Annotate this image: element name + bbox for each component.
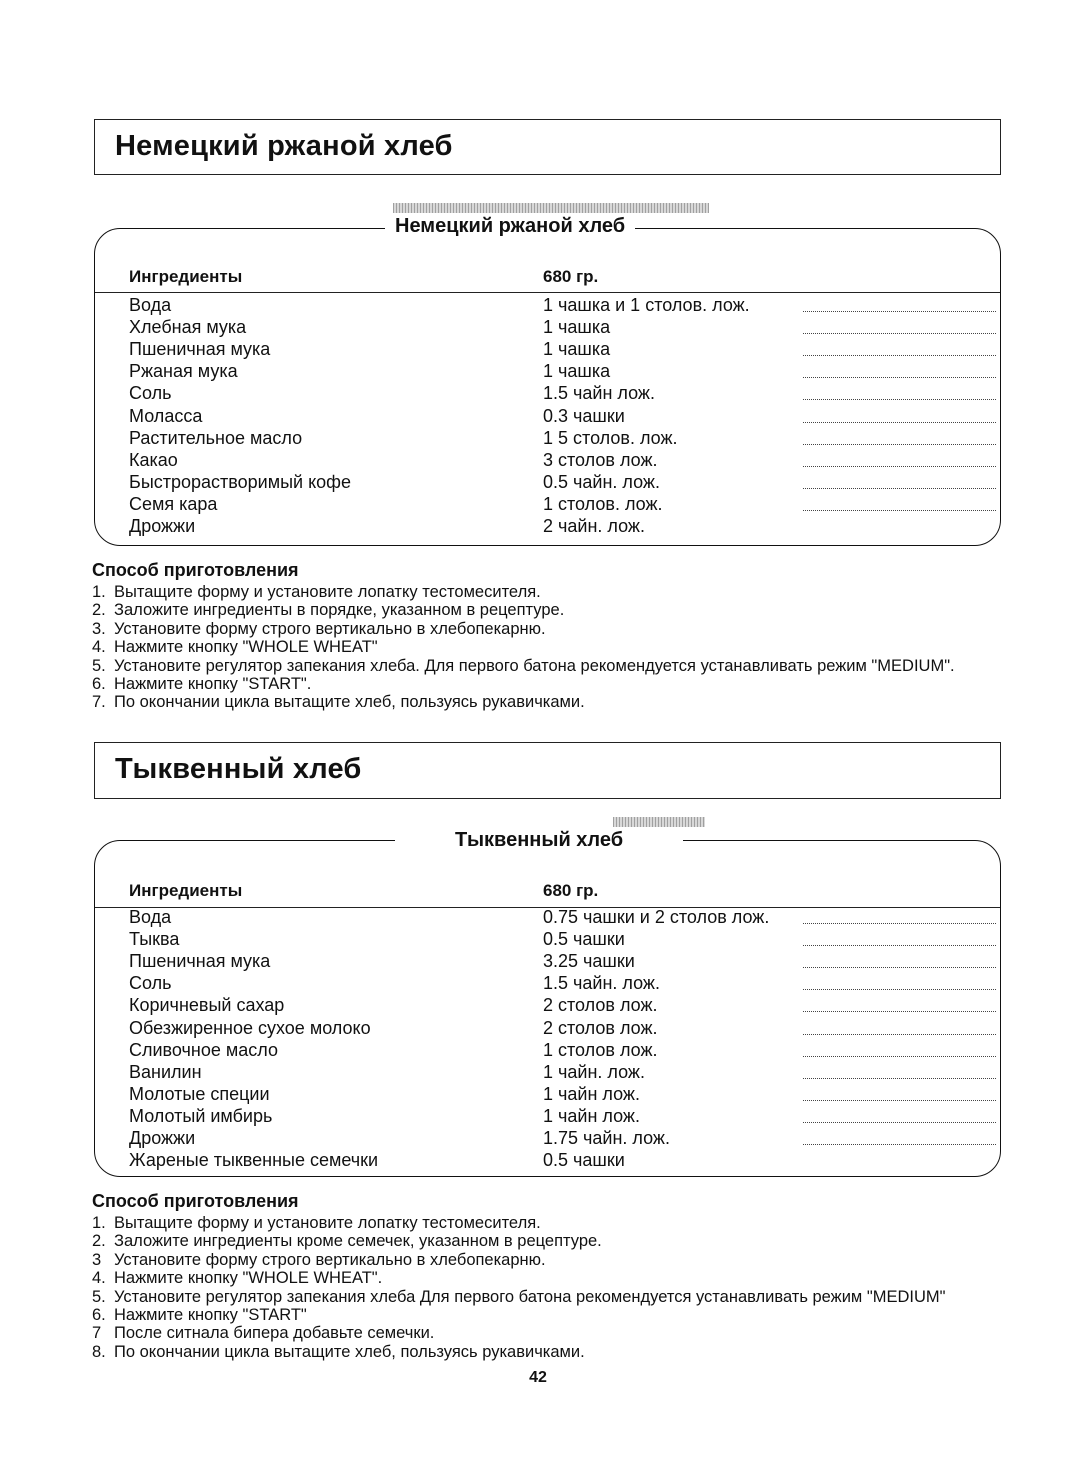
step-text: Установите форму строго вертикально в хлебопекарню. [114, 619, 546, 638]
fill-in-line [803, 311, 996, 312]
ingredient-qty: 1 чайн лож. [543, 1083, 640, 1104]
fill-in-line [803, 967, 996, 968]
ingredient-name: Жареные тыквенные семечки [129, 1150, 379, 1171]
ingredient-name: Дрожжи [129, 516, 196, 536]
step-number: 3. [92, 619, 106, 638]
recipe-1-title-box [94, 119, 1001, 175]
title-shading [613, 817, 705, 827]
recipe-1-frame-title: Немецкий ржаной хлеб [385, 215, 635, 238]
ingredient-qty: 2 столов лож. [543, 995, 658, 1016]
fill-in-line [803, 1122, 996, 1123]
page-number: 42 [529, 1369, 547, 1386]
recipe-1-method [92, 560, 1002, 712]
ingredient-row [95, 361, 1000, 383]
step-text: Установите форму строго вертикально в хлебопекарню. [114, 1250, 546, 1269]
ingredient-name: Пшеничная мука [129, 951, 271, 972]
title-shading [393, 203, 709, 213]
step-number: 3 [92, 1250, 102, 1269]
step-number: 5. [92, 1287, 106, 1306]
ingredient-name: Соль [129, 383, 172, 404]
ingredient-name: Соль [129, 973, 172, 994]
ingredient-row [95, 317, 1000, 339]
step-text: Нажмите кнопку "WHOLE WHEAT". [114, 1269, 383, 1288]
fill-in-line [803, 1034, 996, 1035]
method-step [92, 1288, 1002, 1306]
ingredient-qty: 1.75 чайн. лож. [543, 1128, 670, 1148]
ingredient-name: Сливочное масло [129, 1039, 278, 1060]
ingredient-row [95, 406, 1000, 428]
fill-in-line [803, 1144, 996, 1145]
step-number: 5. [92, 656, 106, 675]
ingredients-header: Ингредиенты [129, 267, 243, 286]
step-text: Вытащите форму и установите лопатку тестомесителя. [114, 583, 541, 601]
fill-in-line [803, 945, 996, 946]
ingredient-row [95, 1040, 1000, 1062]
method-step [92, 1324, 1002, 1342]
ingredient-name: Дрожжи [129, 1128, 196, 1148]
method-step [92, 1269, 1002, 1287]
ingredient-qty: 1 чашка [543, 317, 611, 338]
method-step [92, 638, 1002, 656]
ingredient-row [95, 1018, 1000, 1040]
fill-in-line [803, 923, 996, 924]
fill-in-line [803, 444, 996, 445]
ingredient-name: Тыква [129, 929, 180, 950]
ingredient-qty: 0.75 чашки и 2 столов лож. [543, 907, 770, 927]
ingredient-qty: 1 чайн. лож. [543, 1061, 645, 1082]
method-step [92, 675, 1002, 693]
method-step [92, 620, 1002, 638]
ingredient-row [95, 995, 1000, 1017]
ingredient-name: Хлебная мука [129, 317, 247, 338]
fill-in-line [803, 1078, 996, 1079]
ingredient-qty: 1 чайн лож. [543, 1105, 640, 1126]
size-header: 680 гр. [543, 267, 599, 286]
ingredient-row [95, 973, 1000, 995]
ingredient-qty: 1 чашка [543, 339, 611, 360]
step-text: Вытащите форму и установите лопатку тестомесителя. [114, 1214, 541, 1232]
method-title: Способ приготовления [92, 1191, 299, 1211]
ingredient-row [95, 472, 1000, 494]
recipe-2-ingredients-frame [94, 829, 1001, 1177]
fill-in-line [803, 399, 996, 400]
header-rule [95, 292, 1000, 293]
fill-in-line [803, 466, 996, 467]
ingredient-qty: 1 5 столов. лож. [543, 427, 678, 448]
ingredient-qty: 2 столов лож. [543, 1017, 658, 1038]
ingredient-row [95, 383, 1000, 405]
step-number: 8. [92, 1342, 106, 1361]
ingredient-row [95, 1128, 1000, 1150]
fill-in-line [803, 989, 996, 990]
step-number: 2. [92, 601, 106, 620]
ingredient-qty: 1 столов лож. [543, 1039, 658, 1060]
ingredient-name: Растительное масло [129, 427, 303, 448]
ingredient-name: Быстрорастворимый кофе [129, 471, 351, 492]
fill-in-line [803, 1100, 996, 1101]
step-text: По окончании цикла вытащите хлеб, пользуясь рукавичками. [114, 1342, 585, 1361]
method-steps [92, 1214, 1002, 1361]
ingredient-name: Семя кара [129, 493, 218, 514]
step-text: Заложите ингредиенты кроме семечек, указанном в рецептуре. [114, 1232, 602, 1251]
ingredient-name: Вода [129, 295, 172, 315]
fill-in-line [803, 333, 996, 334]
ingredient-name: Молотый имбирь [129, 1105, 273, 1126]
ingredient-qty: 1.5 чайн. лож. [543, 973, 660, 994]
ingredient-qty: 0.3 чашки [543, 405, 625, 426]
ingredient-name: Ржаная мука [129, 361, 238, 382]
method-step [92, 601, 1002, 619]
step-number: 1. [92, 583, 106, 601]
step-number: 6. [92, 675, 106, 694]
method-step [92, 657, 1002, 675]
step-text: По окончании цикла вытащите хлеб, пользуясь рукавичками. [114, 693, 585, 712]
ingredient-qty: 1 чашка и 1 столов. лож. [543, 295, 750, 315]
ingredient-row [95, 951, 1000, 973]
recipe-1-page-title: Немецкий ржаной хлеб [115, 130, 453, 162]
fill-in-line [803, 1011, 996, 1012]
ingredient-row [95, 1062, 1000, 1084]
step-text: Установите регулятор запекания хлеба. Для первого батона рекомендуется устанавливать режим "MEDIUM". [114, 656, 955, 675]
ingredient-qty: 0.5 чайн. лож. [543, 471, 660, 492]
method-step [92, 583, 1002, 601]
step-text: Нажмите кнопку "WHOLE WHEAT" [114, 638, 378, 657]
ingredient-row [95, 1150, 1000, 1172]
ingredient-name: Молотые специи [129, 1083, 270, 1104]
step-number: 4. [92, 1269, 106, 1288]
method-step [92, 1306, 1002, 1324]
ingredient-qty: 1 столов. лож. [543, 493, 663, 514]
ingredient-qty: 0.5 чашки [543, 929, 625, 950]
ingredient-name: Коричневый сахар [129, 995, 285, 1016]
ingredient-name: Ванилин [129, 1061, 202, 1082]
ingredient-row [95, 428, 1000, 450]
method-step [92, 1343, 1002, 1361]
ingredient-row [95, 1106, 1000, 1128]
ingredient-qty: 2 чайн. лож. [543, 516, 645, 536]
ingredient-qty: 1 чашка [543, 361, 611, 382]
ingredient-qty: 0.5 чашки [543, 1150, 625, 1171]
ingredient-qty: 1.5 чайн лож. [543, 383, 655, 404]
step-number: 7. [92, 693, 106, 712]
recipe-1-ingredients-frame [94, 215, 1001, 546]
recipe-2-page-title: Тыквенный хлеб [115, 753, 362, 785]
step-number: 2. [92, 1232, 106, 1251]
method-step [92, 1232, 1002, 1250]
ingredient-row [95, 494, 1000, 516]
ingredient-row [95, 295, 1000, 317]
fill-in-line [803, 377, 996, 378]
method-steps [92, 583, 1002, 712]
step-number: 7 [92, 1324, 102, 1343]
step-number: 1. [92, 1214, 106, 1232]
step-number: 6. [92, 1306, 106, 1325]
size-header: 680 гр. [543, 881, 599, 900]
ingredient-name: Обезжиренное сухое молоко [129, 1017, 371, 1038]
method-step [92, 1251, 1002, 1269]
ingredient-row [95, 450, 1000, 472]
ingredient-name: Вода [129, 907, 172, 927]
step-number: 4. [92, 638, 106, 657]
ingredient-name: Какао [129, 449, 178, 470]
recipe-2-title-box [94, 742, 1001, 799]
ingredient-name: Пшеничная мука [129, 339, 271, 360]
ingredient-row [95, 907, 1000, 929]
step-text: Нажмите кнопку "START" [114, 1306, 307, 1325]
ingredient-qty: 3.25 чашки [543, 951, 635, 972]
fill-in-line [803, 488, 996, 489]
ingredient-row [95, 929, 1000, 951]
step-text: Нажмите кнопку "START". [114, 675, 312, 694]
step-text: Заложите ингредиенты в порядке, указанном в рецептуре. [114, 601, 565, 620]
fill-in-line [803, 422, 996, 423]
fill-in-line [803, 355, 996, 356]
step-text: Установите регулятор запекания хлеба Для первого батона рекомендуется устанавливать режим "MEDIUM" [114, 1287, 946, 1306]
fill-in-line [803, 510, 996, 511]
ingredient-row [95, 1084, 1000, 1106]
method-title: Способ приготовления [92, 560, 299, 580]
recipe-2-method [92, 1191, 1002, 1361]
method-step [92, 1214, 1002, 1232]
ingredient-row [95, 516, 1000, 538]
recipe-2-frame-title: Тыквенный хлеб [395, 829, 683, 852]
method-step [92, 693, 1002, 711]
ingredient-qty: 3 столов лож. [543, 449, 658, 470]
ingredients-header: Ингредиенты [129, 881, 243, 900]
fill-in-line [803, 1056, 996, 1057]
step-text: После ситнала бипера добавьте семечки. [114, 1324, 435, 1343]
ingredient-name: Моласса [129, 405, 203, 426]
ingredient-row [95, 339, 1000, 361]
